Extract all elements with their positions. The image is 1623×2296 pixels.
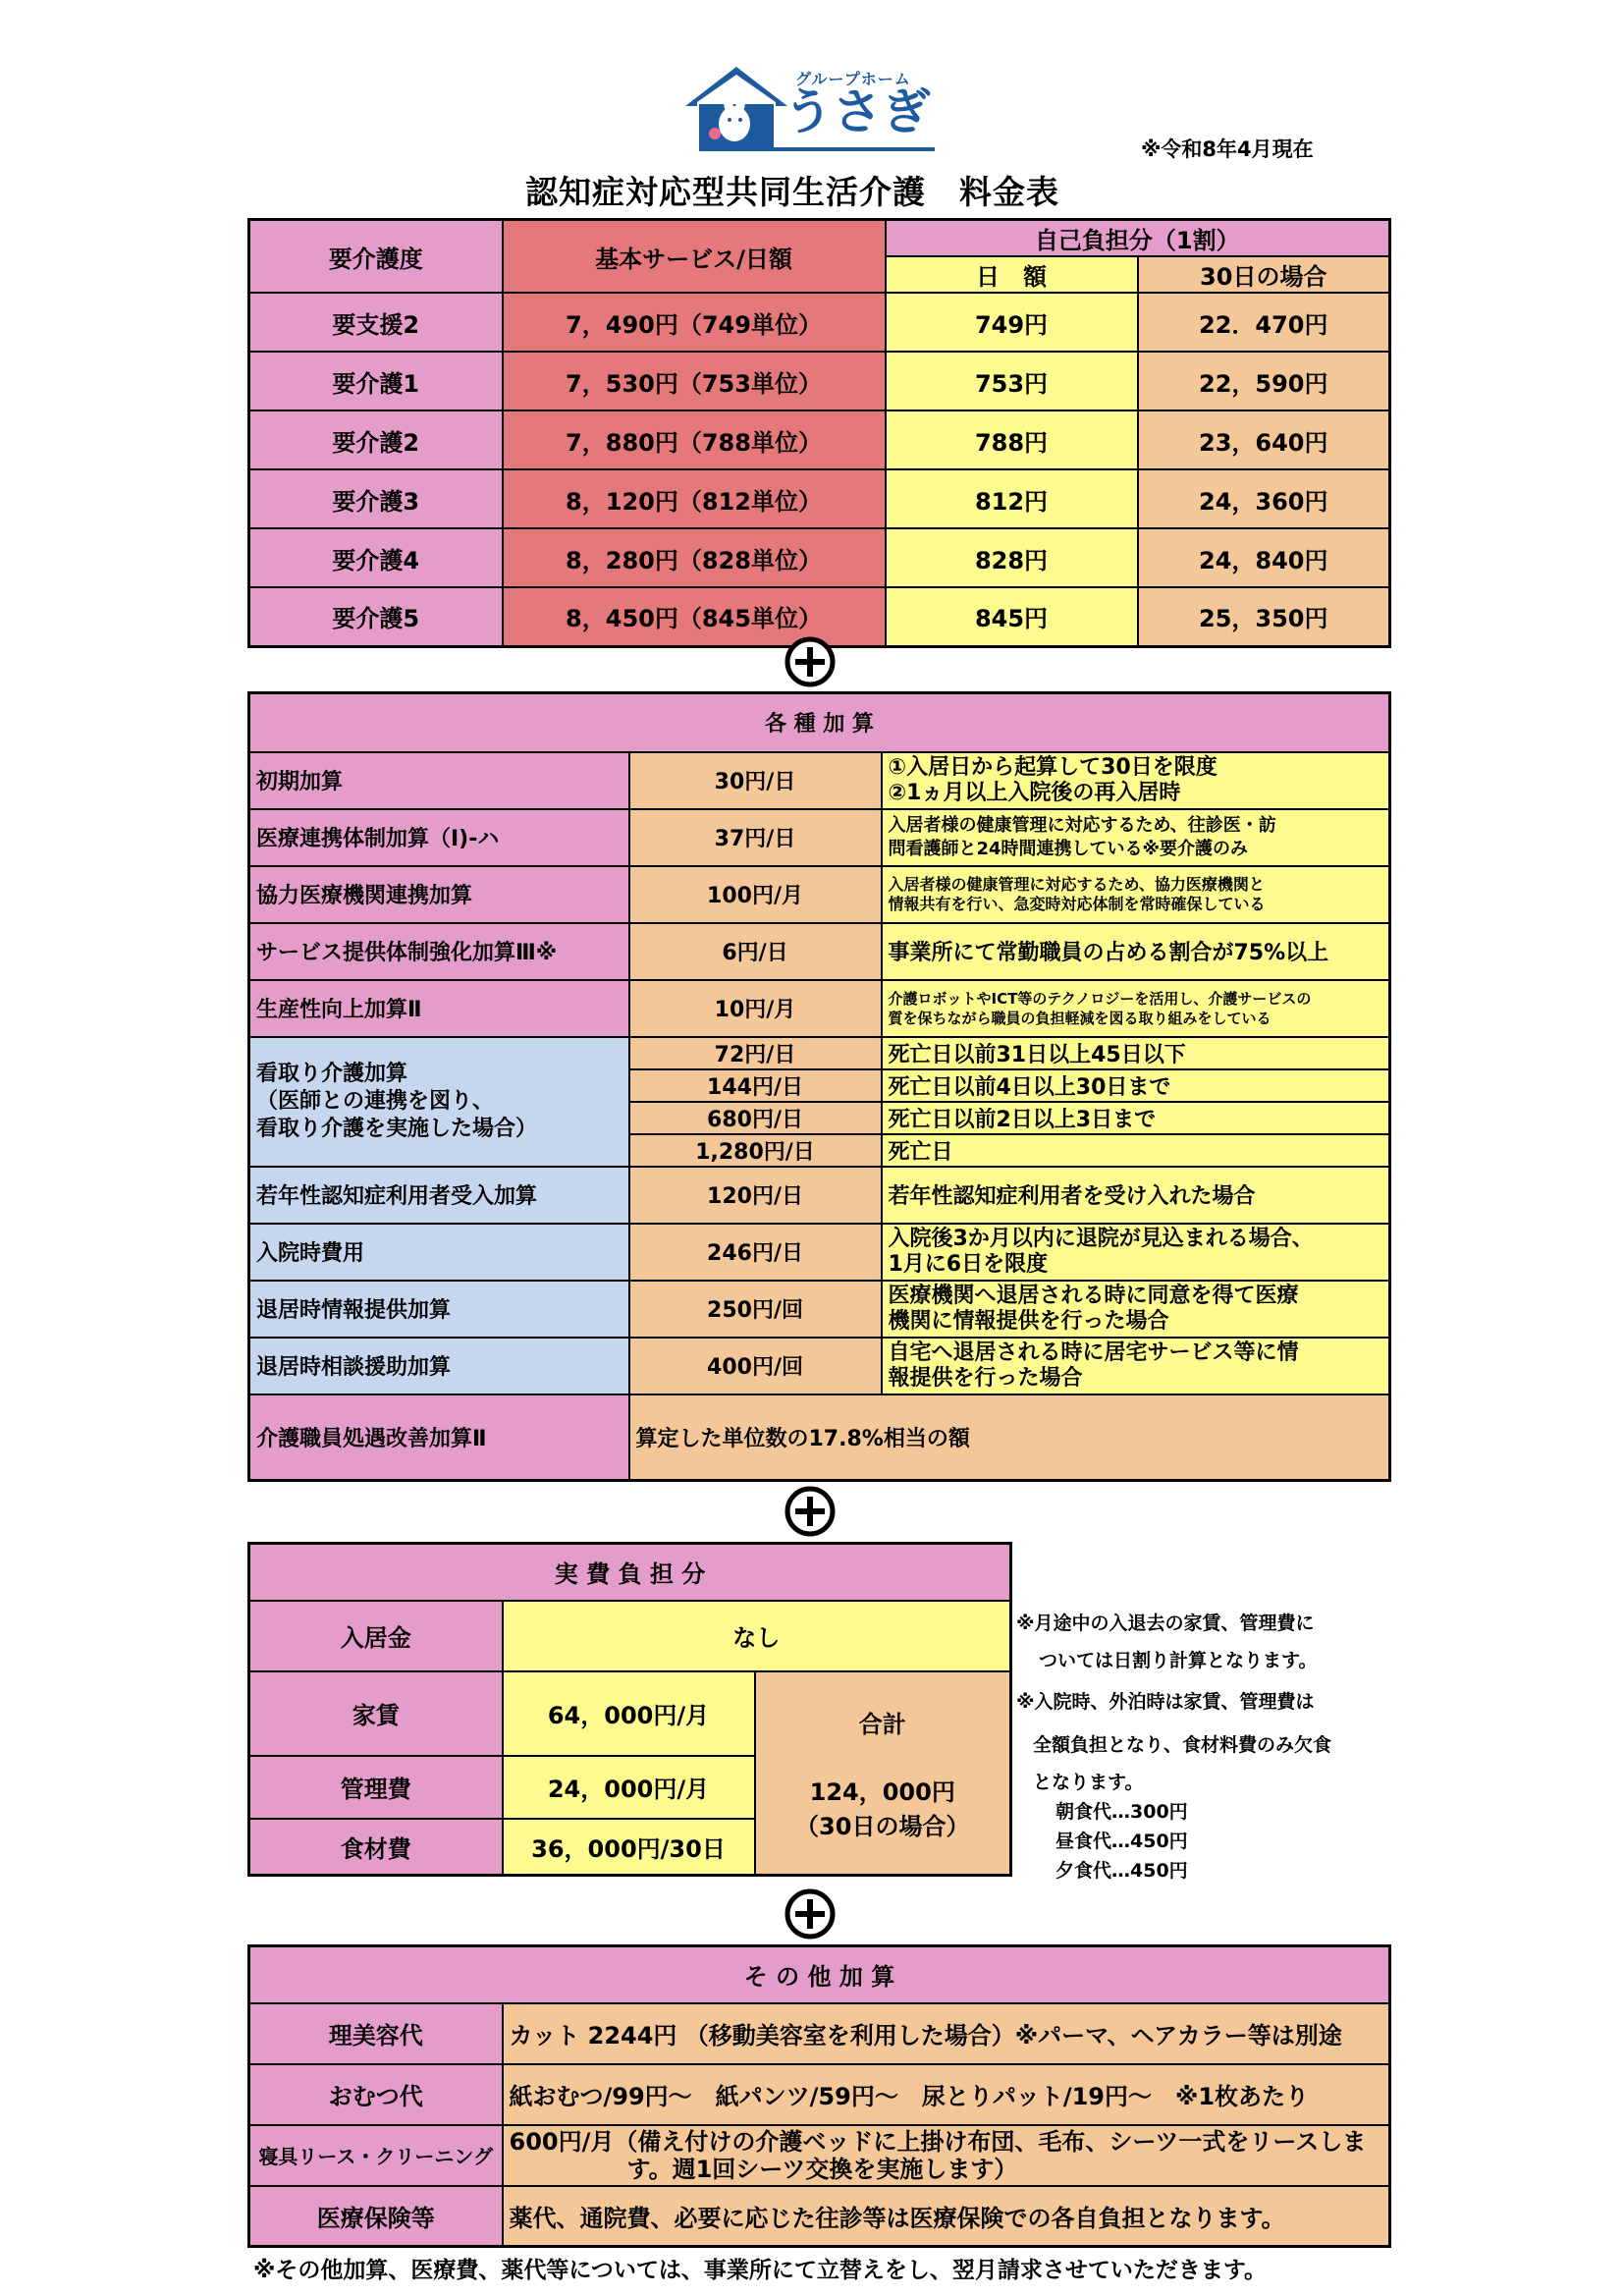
additions-table	[247, 691, 1391, 1482]
base-fee-table	[247, 218, 1391, 648]
day-cell: 749円	[886, 293, 1138, 352]
daily-cell: 7，530円（753単位）	[503, 352, 886, 410]
addition-desc	[882, 1281, 1390, 1338]
month-cell: 24，360円	[1138, 469, 1390, 528]
header-day: 日 額	[886, 256, 1138, 293]
addition-desc: 算定した単位数の17.8%相当の額	[629, 1394, 1390, 1481]
addition-desc	[882, 809, 1390, 866]
day-cell: 828円	[886, 528, 1138, 587]
table-row	[249, 1037, 1390, 1069]
mitori-name	[249, 1037, 629, 1167]
addition-price: 6円/日	[629, 923, 882, 980]
daily-cell: 7，880円（788単位）	[503, 410, 886, 469]
addition-name: 若年性認知症利用者受入加算	[249, 1167, 629, 1224]
addition-name: 介護職員処遇改善加算Ⅱ	[249, 1394, 629, 1481]
addition-name: 協力医療機関連携加算	[249, 866, 629, 923]
plus-circle-icon	[784, 1887, 837, 1941]
addition-name: 医療連携体制加算（Ⅰ)-ハ	[249, 809, 629, 866]
month-cell: 22．470円	[1138, 293, 1390, 352]
desc-line: 600円/月（備え付けの介護ベッドに上掛け布団、毛布、シーツ一式をリースしま	[509, 2127, 1367, 2156]
addition-price: 10円/月	[629, 980, 882, 1037]
mitori-desc: 死亡日以前4日以上30日まで	[882, 1069, 1390, 1102]
month-cell: 22，590円	[1138, 352, 1390, 410]
table-row	[249, 809, 1390, 866]
table-row	[249, 980, 1390, 1037]
footer-note: ※その他加算、医療費、薬代等については、事業所にて立替えをし、翌月請求させていただきます。	[253, 2258, 1268, 2283]
addition-name: 生産性向上加算Ⅱ	[249, 980, 629, 1037]
day-cell: 753円	[886, 352, 1138, 410]
other-desc: カット 2244円 （移動美容室を利用した場合）※パーマ、ヘアカラー等は別途	[503, 2003, 1390, 2064]
rent-label: 家賃	[249, 1671, 503, 1756]
level-cell: 要支援2	[249, 293, 503, 352]
mitori-desc: 死亡日以前31日以上45日以下	[882, 1037, 1390, 1069]
desc-line: 質を保ちながら職員の負担軽減を図る取り組みをしている	[888, 1009, 1271, 1027]
addition-desc	[882, 1224, 1390, 1281]
desc-line: ②1ヵ月以上入院後の再入居時	[888, 780, 1181, 805]
mitori-desc: 死亡日	[882, 1134, 1390, 1167]
month-cell: 25，350円	[1138, 587, 1390, 646]
total-note: （30日の場合）	[795, 1812, 970, 1840]
plus-circle-icon	[784, 1485, 837, 1538]
addition-price: 100円/月	[629, 866, 882, 923]
header-level: 要介護度	[249, 220, 503, 294]
food-label: 食材費	[249, 1819, 503, 1876]
other-desc: 紙おむつ/99円～ 紙パンツ/59円～ 尿とりパット/19円～ ※1枚あたり	[503, 2064, 1390, 2125]
addition-desc	[882, 1338, 1390, 1394]
entry-value: なし	[503, 1601, 1011, 1671]
desc-line: 問看護師と24時間連携している※要介護のみ	[888, 838, 1249, 859]
table-row	[249, 1601, 1011, 1671]
note-line: ※入院時、外泊時は家賃、管理費は	[1016, 1691, 1315, 1713]
addition-desc	[882, 752, 1390, 809]
daily-cell: 8，280円（828単位）	[503, 528, 886, 587]
as-of-date: ※令和8年4月現在	[1141, 137, 1314, 161]
addition-price: 37円/日	[629, 809, 882, 866]
total-value: 124，000円	[809, 1777, 955, 1806]
entry-label: 入居金	[249, 1601, 503, 1671]
desc-line: 入居者様の健康管理に対応するため、協力医療機関と	[888, 874, 1265, 894]
table-row	[249, 1338, 1390, 1394]
total-cell	[755, 1671, 1011, 1876]
table-row	[249, 528, 1390, 587]
other-name: 寝具リース・クリーニング	[249, 2125, 503, 2186]
note-line: 全額負担となり、食材料費のみ欠食	[1033, 1734, 1332, 1756]
other-desc: 薬代、通院費、必要に応じた往診等は医療保険での各自負担となります。	[503, 2186, 1390, 2247]
actual-header: 実 費 負 担 分	[249, 1544, 1011, 1601]
table-row	[249, 2064, 1390, 2125]
desc-line: 介護ロボットやICT等のテクノロジーを活用し、介護サービスの	[888, 989, 1312, 1008]
level-cell: 要介護1	[249, 352, 503, 410]
addition-name: サービス提供体制強化加算Ⅲ※	[249, 923, 629, 980]
day-cell: 788円	[886, 410, 1138, 469]
desc-line: 医療機関へ退居される時に同意を得て医療	[888, 1283, 1299, 1308]
addition-price: 246円/日	[629, 1224, 882, 1281]
note-line: となります。	[1033, 1772, 1144, 1793]
addition-price: 400円/回	[629, 1338, 882, 1394]
note-line: 昼食代…450円	[1055, 1831, 1188, 1852]
note-line: ついては日割り計算となります。	[1039, 1650, 1318, 1671]
level-cell: 要介護2	[249, 410, 503, 469]
other-desc	[503, 2125, 1390, 2186]
mgmt-label: 管理費	[249, 1756, 503, 1819]
table-row	[249, 410, 1390, 469]
table-row	[249, 1281, 1390, 1338]
desc-line: 入院後3か月以内に退院が見込まれる場合、	[888, 1226, 1314, 1251]
mitori-name-line: （医師との連携を図り、	[256, 1088, 495, 1114]
table-row	[249, 1224, 1390, 1281]
table-row	[249, 469, 1390, 528]
addition-price: 30円/日	[629, 752, 882, 809]
table-row	[249, 2186, 1390, 2247]
logo-underline	[699, 147, 935, 151]
desc-line: 1月に6日を限度	[888, 1251, 1049, 1277]
table-row	[249, 2125, 1390, 2186]
header-daily: 基本サービス/日額	[503, 220, 886, 294]
food-value: 36，000円/30日	[503, 1819, 755, 1876]
table-row	[249, 1167, 1390, 1224]
table-row	[249, 2003, 1390, 2064]
desc-line: 情報共有を行い、急変時対応体制を常時確保している	[888, 894, 1266, 913]
addition-desc: 若年性認知症利用者を受け入れた場合	[882, 1167, 1390, 1224]
table-row	[249, 352, 1390, 410]
desc-line: 機関に情報提供を行った場合	[888, 1308, 1169, 1334]
table-row	[249, 1671, 1011, 1756]
other-name: おむつ代	[249, 2064, 503, 2125]
mitori-name-line: 看取り介護加算	[256, 1061, 408, 1086]
total-label: 合計	[858, 1710, 906, 1738]
other-fee-table	[247, 1944, 1391, 2248]
note-line: 夕食代…450円	[1055, 1860, 1188, 1882]
other-name: 医療保険等	[249, 2186, 503, 2247]
rent-value: 64，000円/月	[503, 1671, 755, 1756]
logo-subtitle: グループホーム	[795, 70, 911, 88]
addition-desc	[882, 866, 1390, 923]
other-header: そ の 他 加 算	[249, 1946, 1390, 2003]
page-title: 認知症対応型共同生活介護 料金表	[525, 173, 1059, 211]
plus-circle-icon	[784, 635, 837, 688]
table-row	[249, 752, 1390, 809]
mitori-price: 680円/日	[629, 1102, 882, 1134]
day-cell: 845円	[886, 587, 1138, 646]
header-self-pay: 自己負担分（1割）	[886, 220, 1390, 257]
addition-price: 120円/日	[629, 1167, 882, 1224]
mitori-price: 144円/日	[629, 1069, 882, 1102]
desc-line: 報提供を行った場合	[888, 1365, 1083, 1391]
addition-desc: 事業所にて常勤職員の占める割合が75%以上	[882, 923, 1390, 980]
table-row	[249, 866, 1390, 923]
mgmt-value: 24，000円/月	[503, 1756, 755, 1819]
actual-cost-table	[247, 1542, 1012, 1877]
desc-line: 入居者様の健康管理に対応するため、往診医・訪	[888, 814, 1276, 836]
level-cell: 要介護3	[249, 469, 503, 528]
table-row	[249, 923, 1390, 980]
note-line: 朝食代…300円	[1055, 1801, 1188, 1823]
addition-desc	[882, 980, 1390, 1037]
addition-name: 退居時相談援助加算	[249, 1338, 629, 1394]
day-cell: 812円	[886, 469, 1138, 528]
addition-name: 入院時費用	[249, 1224, 629, 1281]
addition-price: 250円/回	[629, 1281, 882, 1338]
other-name: 理美容代	[249, 2003, 503, 2064]
desc-line: 自宅へ退居される時に居宅サービス等に情	[888, 1339, 1299, 1365]
mitori-price: 72円/日	[629, 1037, 882, 1069]
mitori-name-line: 看取り介護を実施した場合）	[256, 1116, 538, 1141]
additions-header: 各 種 加 算	[249, 693, 1390, 752]
month-cell: 24，840円	[1138, 528, 1390, 587]
level-cell: 要介護4	[249, 528, 503, 587]
daily-cell: 8，120円（812単位）	[503, 469, 886, 528]
daily-cell: 7，490円（749単位）	[503, 293, 886, 352]
desc-line: ①入居日から起算して30日を限度	[888, 754, 1217, 780]
daily-cell: 8，450円（845単位）	[503, 587, 886, 646]
house-rabbit-logo-icon	[677, 59, 795, 157]
desc-line: す。週1回シーツ交換を実施します）	[626, 2155, 1018, 2183]
header-month: 30日の場合	[1138, 256, 1390, 293]
table-row	[249, 293, 1390, 352]
mitori-desc: 死亡日以前2日以上3日まで	[882, 1102, 1390, 1134]
month-cell: 23，640円	[1138, 410, 1390, 469]
addition-name: 退居時情報提供加算	[249, 1281, 629, 1338]
logo-name: うさぎ	[784, 83, 931, 140]
table-row	[249, 1394, 1390, 1481]
mitori-price: 1,280円/日	[629, 1134, 882, 1167]
level-cell: 要介護5	[249, 587, 503, 646]
note-line: ※月途中の入退去の家賃、管理費に	[1016, 1613, 1315, 1634]
addition-name: 初期加算	[249, 752, 629, 809]
